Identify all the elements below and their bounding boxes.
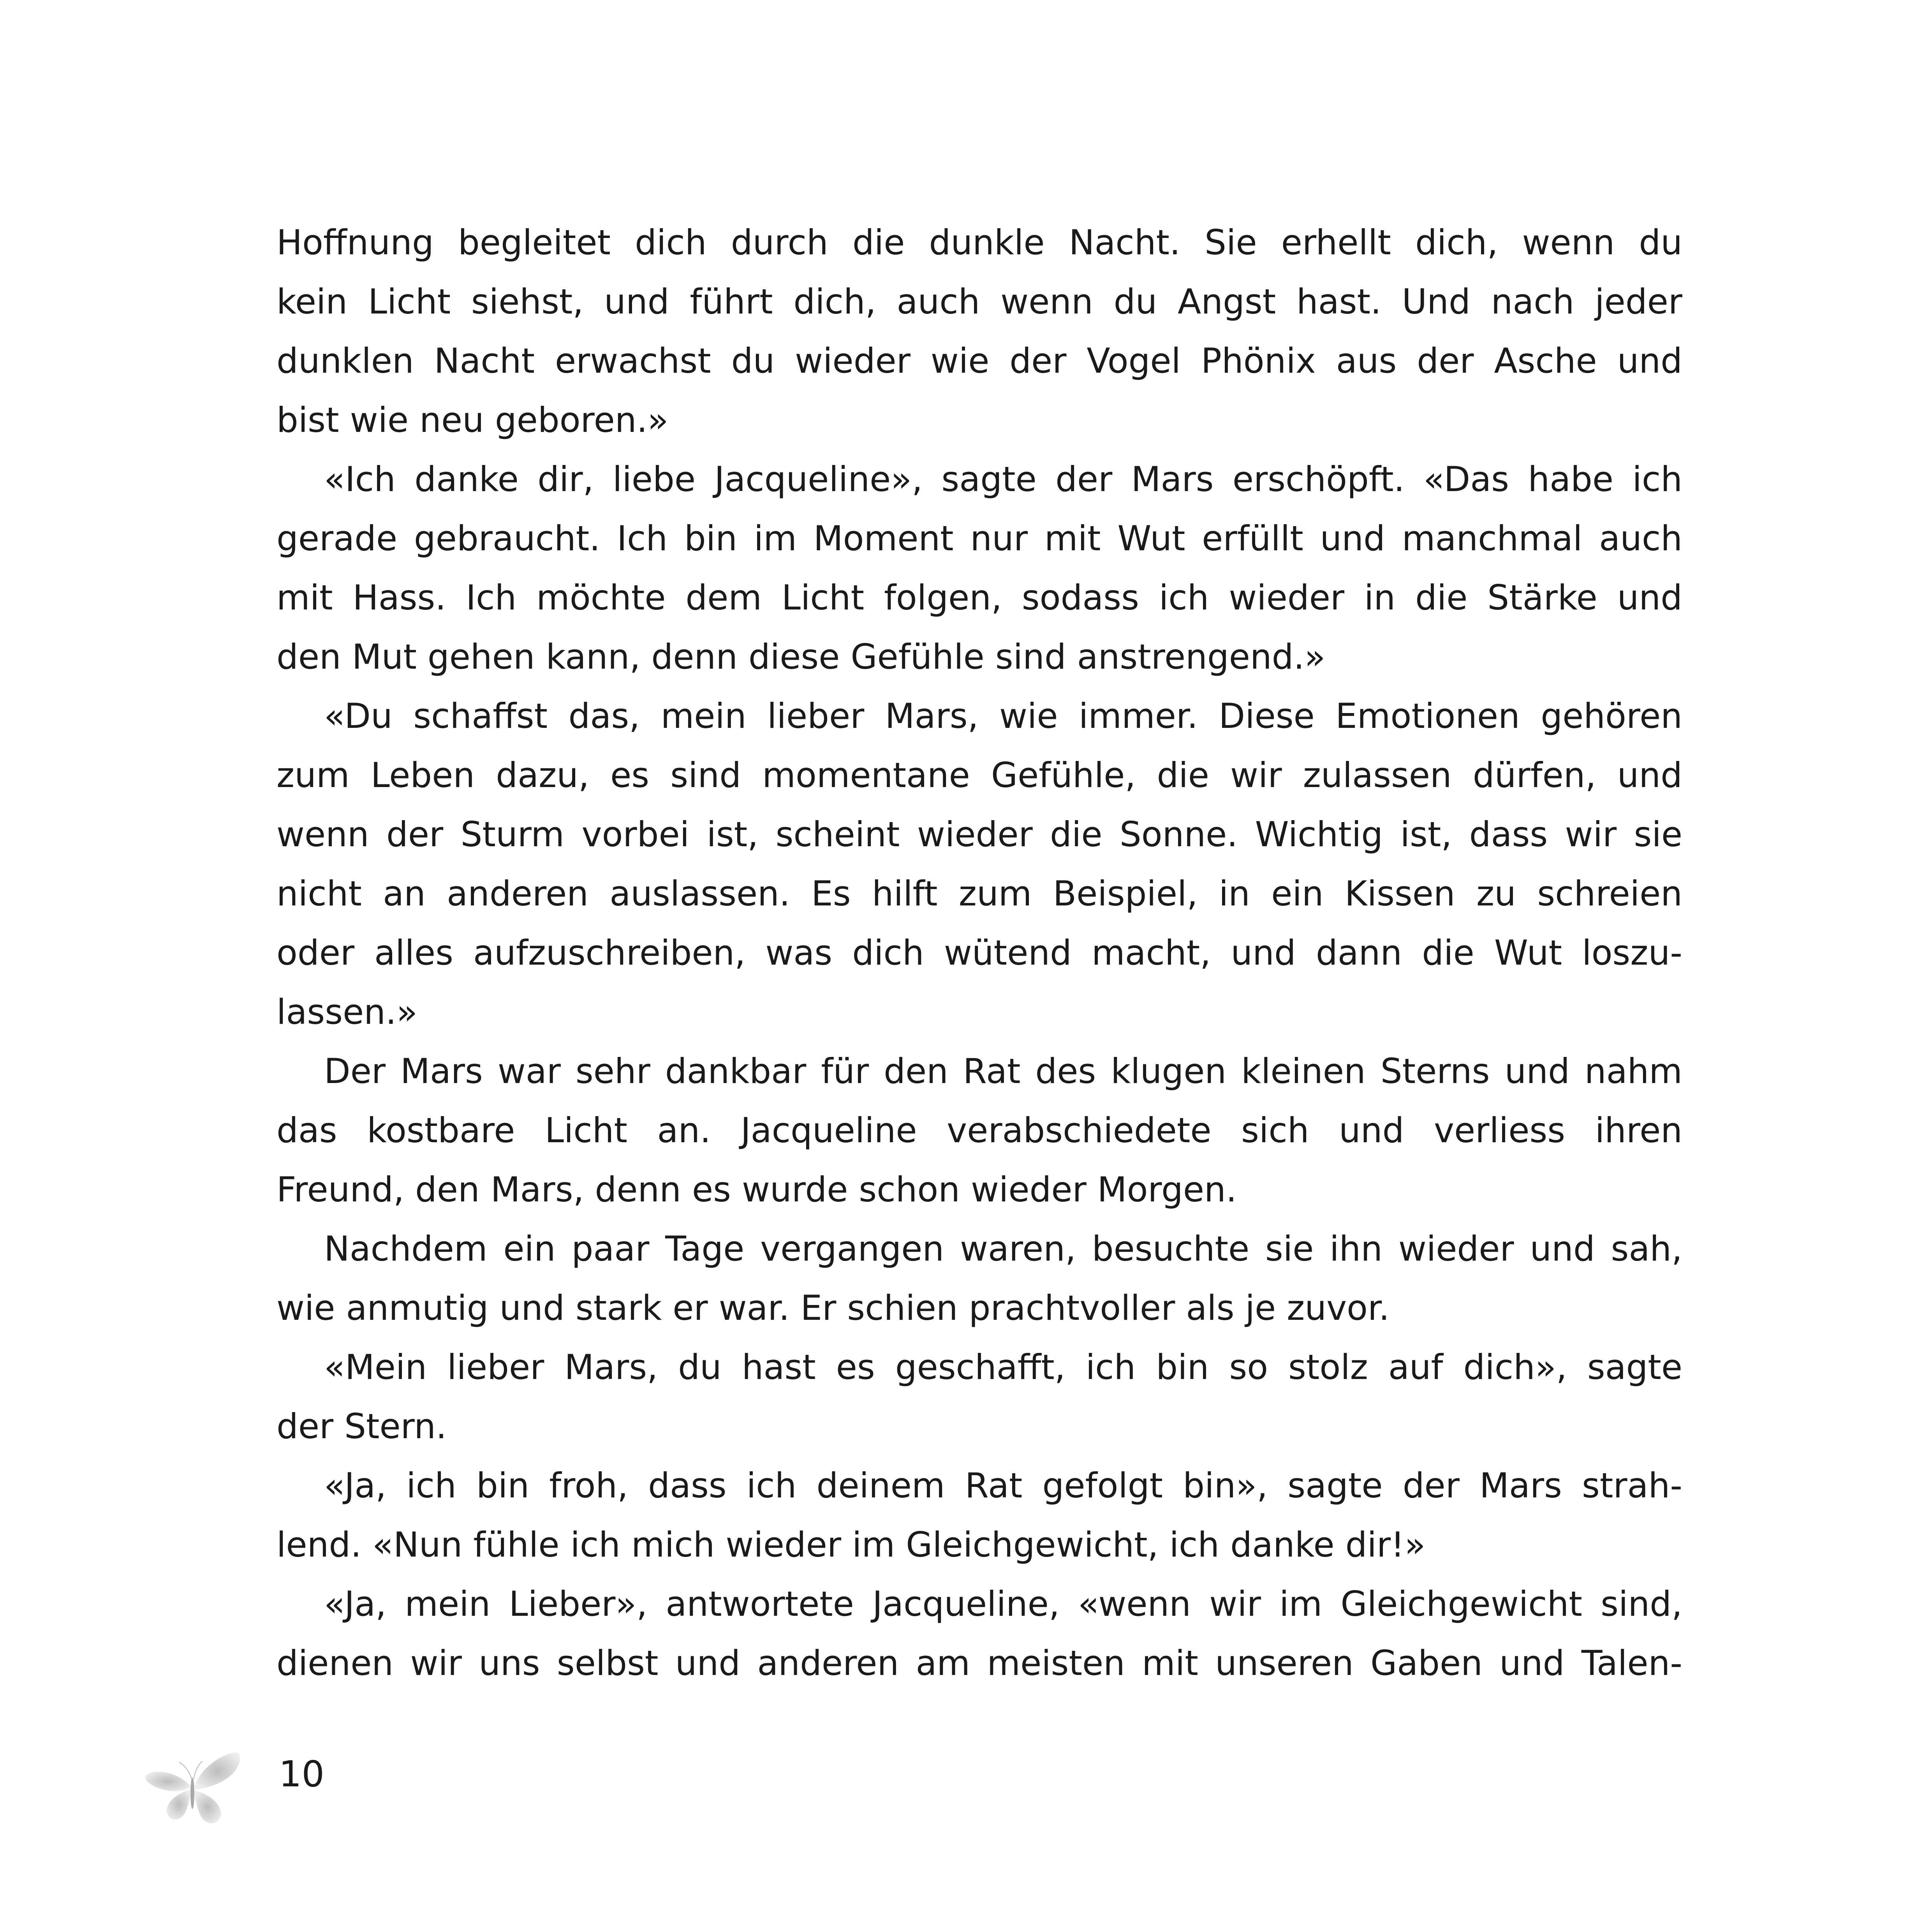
body-text: [277, 213, 1682, 1693]
page-number: 10: [279, 1753, 325, 1795]
text-line: dienen wir uns selbst und anderen am meisten mit unseren Gaben und Talen-: [277, 1643, 1682, 1683]
text-line: «Ja, ich bin froh, dass ich deinem Rat gefolgt bin», sagte der Mars strah-: [324, 1465, 1682, 1506]
text-line: oder alles aufzuschreiben, was dich wütend macht, und dann die Wut loszu-: [277, 933, 1682, 973]
text-line: nicht an anderen auslassen. Es hilft zum Beispiel, in ein Kissen zu schreien: [277, 874, 1682, 914]
text-line: mit Hass. Ich möchte dem Licht folgen, sodass ich wieder in die Stärke und: [277, 578, 1682, 618]
text-line: Freund, den Mars, denn es wurde schon wieder Morgen.: [277, 1169, 1237, 1210]
text-line: «Du schaffst das, mein lieber Mars, wie immer. Diese Emotionen gehören: [324, 696, 1682, 736]
text-line: den Mut gehen kann, denn diese Gefühle sind anstrengend.»: [277, 637, 1326, 677]
text-line: zum Leben dazu, es sind momentane Gefühle, die wir zulassen dürfen, und: [277, 755, 1682, 795]
text-line: bist wie neu geboren.»: [277, 400, 669, 440]
text-line: der Stern.: [277, 1406, 447, 1446]
text-line: Hoffnung begleitet dich durch die dunkle Nacht. Sie erhellt dich, wenn du: [277, 222, 1682, 262]
text-line: «Ich danke dir, liebe Jacqueline», sagte der Mars erschöpft. «Das habe ich: [324, 459, 1682, 499]
text-line: kein Licht siehst, und führt dich, auch wenn du Angst hast. Und nach jeder: [277, 282, 1682, 322]
text-line: lassen.»: [277, 992, 417, 1032]
text-line: dunklen Nacht erwachst du wieder wie der Vogel Phönix aus der Asche und: [277, 341, 1682, 381]
text-line: «Mein lieber Mars, du hast es geschafft, ich bin so stolz auf dich», sagte: [324, 1347, 1682, 1387]
text-line: gerade gebraucht. Ich bin im Moment nur mit Wut erfüllt und manchmal auch: [277, 518, 1682, 558]
text-line: wenn der Sturm vorbei ist, scheint wieder die Sonne. Wichtig ist, dass wir sie: [277, 814, 1682, 854]
text-line: lend. «Nun fühle ich mich wieder im Gleichgewicht, ich danke dir!»: [277, 1525, 1426, 1565]
text-line: Nachdem ein paar Tage vergangen waren, besuchte sie ihn wieder und sah,: [324, 1229, 1682, 1269]
text-line: das kostbare Licht an. Jacqueline verabschiedete sich und verliess ihren: [277, 1110, 1682, 1150]
text-line: «Ja, mein Lieber», antwortete Jacqueline, «wenn wir im Gleichgewicht sind,: [324, 1584, 1682, 1624]
butterfly-icon: [140, 1745, 245, 1830]
text-line: wie anmutig und stark er war. Er schien prachtvoller als je zuvor.: [277, 1288, 1390, 1328]
text-line: Der Mars war sehr dankbar für den Rat des klugen kleinen Sterns und nahm: [324, 1051, 1682, 1091]
